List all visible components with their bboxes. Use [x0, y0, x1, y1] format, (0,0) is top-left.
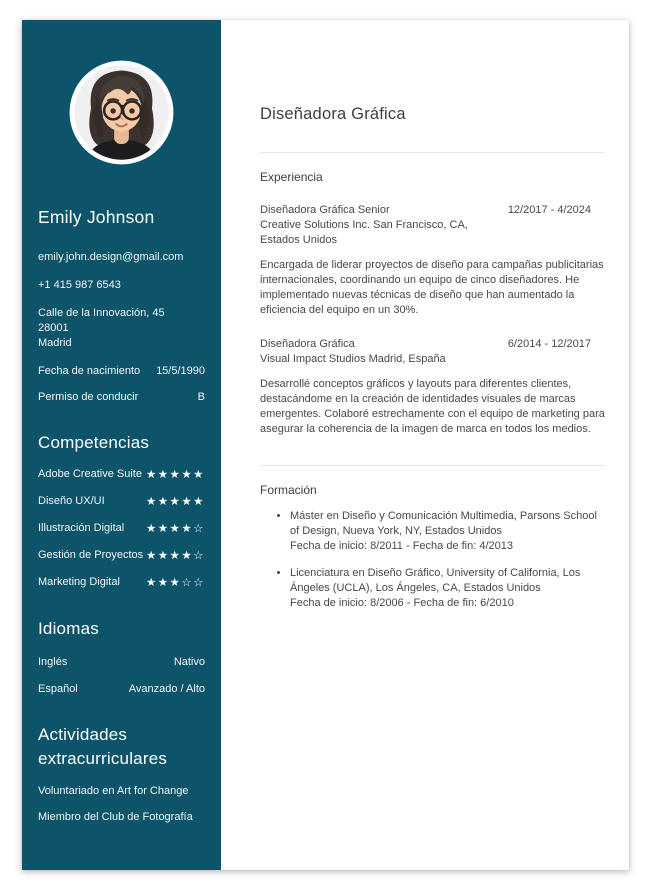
skill-row	[38, 548, 205, 562]
address-postal: 28001	[38, 321, 69, 334]
contact-phone: +1 415 987 6543	[38, 278, 121, 291]
license-value: B	[197, 390, 205, 403]
candidate-name: Emily Johnson	[38, 207, 155, 227]
address-street: Calle de la Innovación, 45	[38, 306, 165, 319]
education-degree: • Licenciatura en Diseño Gráfico, University of California, Los Ángeles (UCLA), Los Ángeles, CA, Estados Unidos	[290, 567, 581, 594]
activity-item: Miembro del Club de Fotografía	[38, 810, 193, 823]
skill-name: Adobe Creative Suite	[38, 468, 142, 481]
sidebar	[22, 20, 221, 870]
skill-name: Marketing Digital	[38, 576, 120, 589]
skill-row	[38, 494, 205, 508]
job-header	[260, 337, 605, 367]
license-label: Permiso de conducir	[38, 390, 139, 403]
job-dates: 6/2014 - 12/2017	[507, 338, 591, 350]
job-title-heading: Diseñadora Gráfica	[260, 105, 406, 123]
language-row	[38, 683, 205, 695]
job-description: Desarrollé conceptos gráficos y layouts para diferentes clientes, destacándome en la creación de identidades visuales de marcas emergentes. Colaboré estrechamente con el equipo de marketing para asegurar la coherencia de la imagen de marca en todos los medios.	[260, 378, 605, 435]
skill-name: Diseño UX/UI	[38, 495, 105, 508]
skill-name: Gestión de Proyectos	[38, 549, 144, 562]
job-dates: 12/2017 - 4/2024	[507, 204, 591, 216]
skill-row	[38, 521, 205, 535]
education-dates: Fecha de inicio: 8/2011 - Fecha de fin: 4/2013	[290, 540, 513, 552]
education-dates: Fecha de inicio: 8/2006 - Fecha de fin: 6/2010	[290, 597, 514, 609]
star-rating: ★★★★★	[145, 496, 205, 509]
education-section	[260, 465, 605, 611]
resume-page	[22, 20, 629, 870]
experience-entry	[260, 337, 605, 437]
job-title: Diseñadora Gráfica	[260, 338, 355, 350]
job-title-company	[260, 203, 508, 248]
education-entry	[290, 566, 605, 611]
skill-row	[38, 467, 205, 481]
experience-section	[260, 152, 605, 437]
contact-address	[38, 306, 205, 351]
education-heading: Formación	[260, 483, 317, 497]
languages-heading: Idiomas	[38, 619, 99, 639]
avatar-illustration	[69, 60, 174, 165]
birthdate-label: Fecha de nacimiento	[38, 364, 141, 377]
contact-email: emily.john.design@gmail.com	[38, 251, 184, 263]
education-entry	[290, 509, 605, 554]
education-degree: • Máster en Diseño y Comunicación Multimedia, Parsons School of Design, Nueva York, NY, Estados Unidos	[290, 510, 597, 537]
address-city: Madrid	[38, 336, 72, 349]
skill-row	[38, 575, 205, 589]
job-title-company	[260, 337, 446, 367]
star-rating: ★★★☆☆	[145, 577, 205, 590]
language-name: Español	[38, 683, 78, 696]
skills-heading: Competencias	[38, 432, 150, 452]
detail-row-birthdate	[38, 365, 205, 377]
activity-item: Voluntariado en Art for Change	[38, 784, 189, 797]
star-rating: ★★★★★	[145, 469, 205, 482]
profile-photo	[69, 60, 174, 165]
experience-heading: Experiencia	[260, 170, 323, 184]
job-company: Visual Impact Studios Madrid, España	[260, 353, 446, 365]
job-description: Encargada de liderar proyectos de diseño para campañas publicitarias internacionales, coordinando un equipo de cinco diseñadores. He implementado nuevas técnicas de diseño que han aumentado la eficiencia del equipo en un 30%.	[260, 259, 604, 316]
language-name: Inglés	[38, 656, 68, 669]
star-rating: ★★★★☆	[145, 523, 205, 536]
skill-name: Illustración Digital	[38, 522, 125, 535]
birthdate-value: 15/5/1990	[156, 364, 205, 377]
main-column	[221, 20, 629, 870]
language-level: Nativo	[173, 656, 205, 669]
language-level: Avanzado / Alto	[128, 683, 205, 696]
job-company: Creative Solutions Inc. San Francisco, CA, Estados Unidos	[260, 219, 468, 246]
education-list	[260, 509, 605, 611]
star-rating: ★★★★☆	[145, 550, 205, 563]
language-row	[38, 656, 205, 668]
job-title: Diseñadora Gráfica Senior	[260, 204, 390, 216]
activities-heading: Actividades extracurriculares	[38, 725, 168, 769]
experience-entry	[260, 203, 605, 318]
job-header	[260, 203, 605, 248]
detail-row-license	[38, 391, 205, 403]
